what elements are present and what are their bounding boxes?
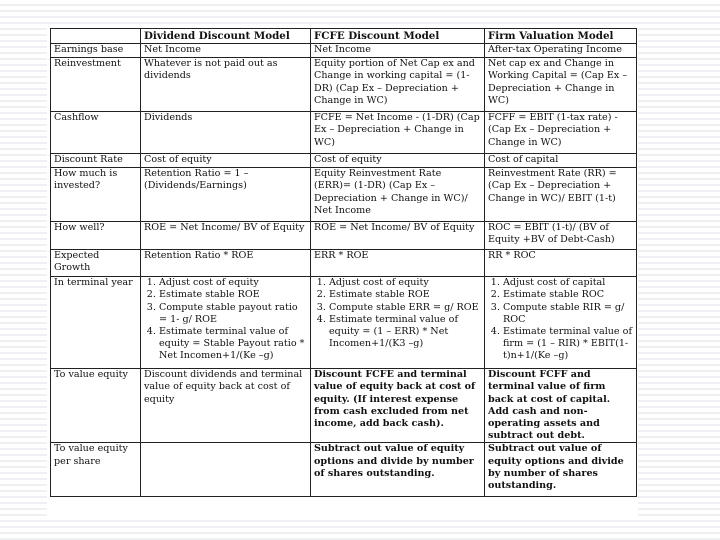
list-item: 2. Estimate stable ROC	[503, 289, 633, 301]
list-item: 4. Estimate terminal value of firm = (1 – RIR) * EBIT(1-t)n+1/(Ke –g)	[503, 326, 633, 363]
list-item: 1. Adjust cost of capital	[503, 277, 633, 289]
firm-cell: RR * ROC	[485, 250, 637, 277]
firm-cell: Net cap ex and Change in Working Capital = (Cap Ex – Depreciation + Change in WC)	[485, 58, 637, 112]
firm-cell: Discount FCFF and terminal value of firm back at cost of capital. Add cash and non-operating assets and subtract out debt.	[485, 369, 637, 443]
ddm-cell: Discount dividends and terminal value of equity back at cost of equity	[141, 369, 311, 443]
ddm-cell: Net Income	[141, 44, 311, 58]
firm-cell: Subtract out value of equity options and divide by number of shares outstanding.	[485, 443, 637, 497]
ddm-cell	[141, 277, 311, 369]
firm-cell: ROC = EBIT (1-t)/ (BV of Equity +BV of Debt-Cash)	[485, 222, 637, 250]
table-row	[51, 369, 637, 443]
fcfe-cell: ERR * ROE	[311, 250, 485, 277]
fcfe-cell: Cost of equity	[311, 154, 485, 168]
ddm-cell: Retention Ratio = 1 – (Dividends/Earnings)	[141, 168, 311, 222]
fcfe-cell: Equity portion of Net Cap ex and Change in working capital = (1-DR) (Cap Ex – Depreciation + Change in WC)	[311, 58, 485, 112]
row-label: To value equity	[51, 369, 141, 443]
table-row	[51, 112, 637, 154]
row-label: Earnings base	[51, 44, 141, 58]
table-sheet	[47, 26, 638, 516]
table-row	[51, 154, 637, 168]
list-item: 3. Compute stable ERR = g/ ROE	[329, 302, 481, 314]
ddm-terminal-steps	[144, 277, 307, 362]
list-item: 2. Estimate stable ROE	[159, 289, 307, 301]
list-item: 1. Adjust cost of equity	[159, 277, 307, 289]
row-label: Expected Growth	[51, 250, 141, 277]
firm-cell: After-tax Operating Income	[485, 44, 637, 58]
ddm-cell	[141, 443, 311, 497]
fcfe-cell: Subtract out value of equity options and divide by number of shares outstanding.	[311, 443, 485, 497]
list-item: 4. Estimate terminal value of equity = (1 – ERR) * Net Incomen+1/(K3 –g)	[329, 314, 481, 351]
firm-cell: Cost of capital	[485, 154, 637, 168]
firm-cell	[485, 277, 637, 369]
fcfe-cell: FCFE = Net Income - (1-DR) (Cap Ex – Depreciation + Change in WC)	[311, 112, 485, 154]
table-row	[51, 277, 637, 369]
row-label: In terminal year	[51, 277, 141, 369]
table-row	[51, 44, 637, 58]
row-label: To value equity per share	[51, 443, 141, 497]
list-item: 4. Estimate terminal value of equity = Stable Payout ratio * Net Incomen+1/(Ke –g)	[159, 326, 307, 363]
header-ddm: Dividend Discount Model	[141, 29, 311, 44]
fcfe-terminal-steps	[314, 277, 481, 350]
ddm-cell: ROE = Net Income/ BV of Equity	[141, 222, 311, 250]
ddm-cell: Whatever is not paid out as dividends	[141, 58, 311, 112]
valuation-model-table	[50, 28, 637, 497]
list-item: 2. Estimate stable ROE	[329, 289, 481, 301]
table-row	[51, 443, 637, 497]
row-label: How well?	[51, 222, 141, 250]
header-fcfe: FCFE Discount Model	[311, 29, 485, 44]
table-row	[51, 250, 637, 277]
list-item: 3. Compute stable payout ratio = 1- g/ ROE	[159, 302, 307, 326]
fcfe-cell	[311, 277, 485, 369]
header-blank	[51, 29, 141, 44]
fcfe-cell: Equity Reinvestment Rate (ERR)= (1-DR) (Cap Ex – Depreciation + Change in WC)/ Net Income	[311, 168, 485, 222]
firm-cell: Reinvestment Rate (RR) = (Cap Ex – Depreciation + Change in WC)/ EBIT (1-t)	[485, 168, 637, 222]
row-label: Discount Rate	[51, 154, 141, 168]
row-label: Reinvestment	[51, 58, 141, 112]
header-row	[51, 29, 637, 44]
ddm-cell: Dividends	[141, 112, 311, 154]
firm-cell: FCFF = EBIT (1-tax rate) - (Cap Ex – Depreciation + Change in WC)	[485, 112, 637, 154]
firm-terminal-steps	[488, 277, 633, 362]
fcfe-cell: Discount FCFE and terminal value of equity back at cost of equity. (If interest expense from cash excluded from net income, add back cash).	[311, 369, 485, 443]
table-row	[51, 222, 637, 250]
table-row	[51, 58, 637, 112]
list-item: 1. Adjust cost of equity	[329, 277, 481, 289]
fcfe-cell: ROE = Net Income/ BV of Equity	[311, 222, 485, 250]
row-label: How much is invested?	[51, 168, 141, 222]
ddm-cell: Cost of equity	[141, 154, 311, 168]
table-row	[51, 168, 637, 222]
ddm-cell: Retention Ratio * ROE	[141, 250, 311, 277]
fcfe-cell: Net Income	[311, 44, 485, 58]
header-firm: Firm Valuation Model	[485, 29, 637, 44]
row-label: Cashflow	[51, 112, 141, 154]
list-item: 3. Compute stable RIR = g/ ROC	[503, 302, 633, 326]
